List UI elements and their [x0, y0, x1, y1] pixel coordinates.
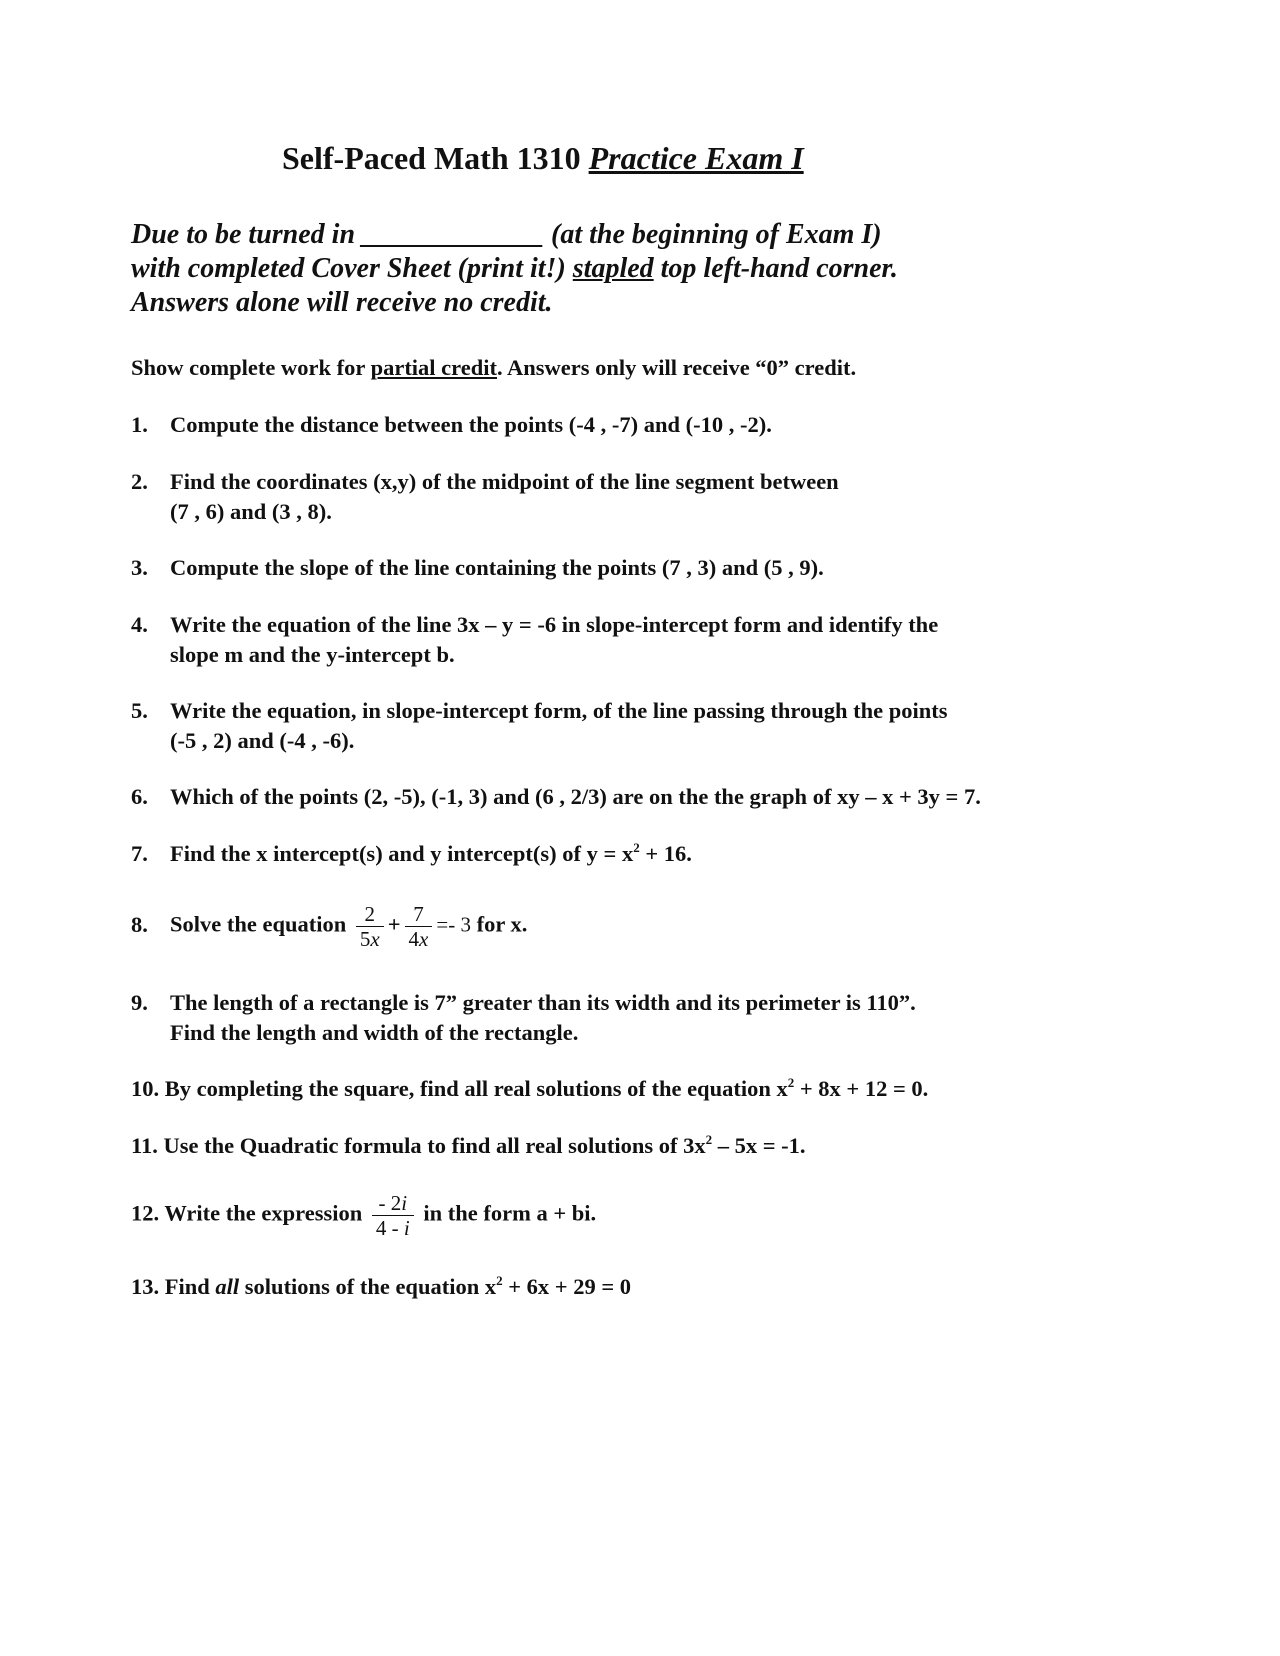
question-text-post: + 8x + 12 = 0. [794, 1076, 929, 1101]
fraction-neg2i-over-4-minus-i [372, 1191, 414, 1240]
fraction-denominator [372, 1216, 414, 1240]
fraction-numerator [372, 1191, 414, 1216]
question-number: 6. [131, 784, 148, 809]
question-8 [131, 902, 527, 951]
question-10 [131, 1074, 928, 1104]
question-number: 10. [131, 1076, 160, 1101]
exponent: 2 [705, 1132, 713, 1147]
title-main: Self-Paced Math 1310 [282, 140, 589, 176]
question-1 [131, 410, 772, 440]
question-number: 8. [131, 911, 148, 937]
question-number: 2. [131, 469, 148, 494]
numerator-coefficient: - 2 [378, 1191, 402, 1215]
question-9 [131, 988, 916, 1048]
question-text: Find the coordinates (x,y) of the midpoint of the line segment between [170, 469, 839, 494]
question-number: 4. [131, 612, 148, 637]
question-11 [131, 1131, 806, 1161]
due-line-2-underlined: stapled [572, 253, 654, 284]
question-number: 13. [131, 1274, 160, 1299]
denominator-variable: x [370, 927, 380, 951]
question-text: Write the equation of the line 3x – y = -6 in slope-intercept form and identify the [170, 612, 939, 637]
plus-sign: + [387, 911, 401, 937]
question-number: 7. [131, 841, 148, 866]
denominator-variable: x [419, 927, 429, 951]
question-text-cont: (7 , 6) and (3 , 8). [170, 499, 332, 524]
question-number: 5. [131, 698, 148, 723]
due-notice [131, 218, 898, 320]
due-line-2-post: top left-hand corner. [653, 253, 898, 284]
question-text-post: – 5x = -1. [712, 1133, 806, 1158]
due-line-3: Answers alone will receive no credit. [131, 287, 553, 318]
fraction-7-over-4x [405, 902, 433, 951]
instructions-pre: Show complete work for [131, 355, 371, 380]
question-text-post: + 16. [639, 841, 692, 866]
denominator-constant: 4 - [375, 1216, 404, 1240]
question-text: Solve the equation [170, 911, 352, 937]
instructions [131, 355, 856, 381]
question-text: Write the equation, in slope-intercept form, of the line passing through the points [170, 698, 948, 723]
question-text-cont: (-5 , 2) and (-4 , -6). [170, 728, 355, 753]
question-text-mid: solutions of the equation x [239, 1274, 497, 1299]
question-text: Find [159, 1274, 216, 1299]
exponent: 2 [496, 1273, 503, 1288]
instructions-underlined: partial credit [370, 355, 497, 380]
page-title [282, 140, 804, 177]
question-3 [131, 553, 824, 583]
fraction-2-over-5x [356, 902, 384, 951]
question-number: 1. [131, 412, 148, 437]
fraction-numerator: 7 [405, 902, 433, 927]
due-line-2-pre: with completed Cover Sheet (print it!) [131, 253, 573, 284]
instructions-post: . Answers only will receive “0” credit. [497, 355, 857, 380]
question-number: 12. [131, 1200, 160, 1226]
question-number: 11. [131, 1133, 158, 1158]
denominator-variable: i [403, 1216, 410, 1240]
question-text: Which of the points (2, -5), (-1, 3) and (6 , 2/3) are on the the graph of xy – x + 3y = 7. [170, 784, 981, 809]
question-text: Compute the distance between the points (-4 , -7) and (-10 , -2). [170, 412, 772, 437]
question-13 [131, 1272, 631, 1302]
question-text: Compute the slope of the line containing the points (7 , 3) and (5 , 9). [170, 555, 824, 580]
question-number: 3. [131, 555, 148, 580]
fraction-denominator [405, 927, 433, 951]
fraction-numerator: 2 [356, 902, 384, 927]
question-text: By completing the square, find all real solutions of the equation x [159, 1076, 788, 1101]
numerator-variable: i [401, 1191, 408, 1215]
question-text: The length of a rectangle is 7” greater than its width and its perimeter is 110”. [170, 990, 916, 1015]
question-6 [131, 782, 981, 812]
denominator-coefficient: 4 [408, 927, 420, 951]
equation-rhs: =- 3 [436, 912, 471, 937]
fraction-denominator [356, 927, 384, 951]
question-number: 9. [131, 990, 148, 1015]
question-2 [131, 467, 839, 527]
exponent: 2 [633, 840, 640, 855]
question-text-cont: slope m and the y-intercept b. [170, 642, 455, 667]
question-text-post: for x. [470, 911, 528, 937]
question-text-post: + 6x + 29 = 0 [502, 1274, 632, 1299]
due-line-2 [131, 252, 898, 286]
question-4 [131, 610, 938, 670]
exponent: 2 [787, 1075, 795, 1090]
title-italic: Practice Exam I [588, 140, 804, 176]
question-text-post: in the form a + bi. [417, 1200, 597, 1226]
question-text: Write the expression [159, 1200, 368, 1226]
question-text: Use the Quadratic formula to find all real solutions of 3x [163, 1133, 706, 1158]
question-text: Find the x intercept(s) and y intercept(s) of y = x [170, 841, 634, 866]
denominator-coefficient: 5 [359, 927, 371, 951]
question-text-cont: Find the length and width of the rectangle. [170, 1020, 579, 1045]
due-line-1: Due to be turned in _____________ (at the beginning of Exam I) [131, 219, 882, 250]
question-12 [131, 1191, 596, 1240]
question-5 [131, 696, 948, 756]
question-7 [131, 839, 692, 869]
question-text-italic: all [215, 1274, 240, 1299]
